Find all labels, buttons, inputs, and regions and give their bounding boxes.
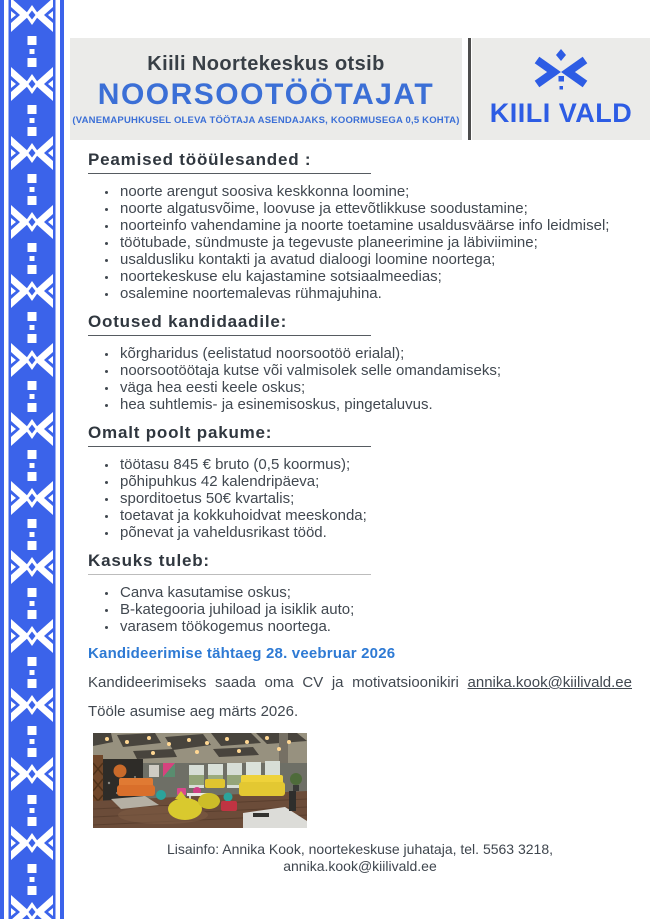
bullet-item: • noorteinfo vahendamine ja noorte toetamine usaldusväärse info leidmisel; [118,217,632,234]
bullet-item: • hea suhtlemis- ja esinemisoskus, pingetaluvus. [118,396,632,413]
bullet-item: • usaldusliku kontakti ja avatud dialoogi loomine noortega; [118,251,632,268]
section-heading-offer: Omalt poolt pakume: [88,423,371,447]
advantage-list [88,584,632,635]
logo-text: KIILI VALD [489,98,633,128]
header-divider [468,38,471,140]
kiili-vald-logo [472,38,650,140]
bullet-item: • osalemine noortemalevas rühmajuhina. [118,285,632,302]
subtitle: (VANEMAPUHKUSEL OLEVA TÖÖTAJA ASENDAJAKS, KOORMUSEGA 0,5 KOHTA) [72,114,460,126]
bullet-item: • noortekeskuse elu kajastamine sotsiaalmeedias; [118,268,632,285]
bullet-item: • noorsootöötaja kutse või valmisolek selle omandamiseks; [118,362,632,379]
bullet-item: • Canva kasutamise oskus; [118,584,632,601]
bullet-item: • B-kategooria juhiload ja isiklik auto; [118,601,632,618]
header [70,38,650,140]
bullet-item: • noorte arengut soosiva keskkonna loomine; [118,183,632,200]
footer-line1: Lisainfo: Annika Kook, noortekeskuse juhataja, tel. 5563 3218, [166,841,554,857]
section-heading-tasks: Peamised tööülesanded : [88,150,371,174]
bullet-item: • kõrgharidus (eelistatud noorsootöö erialal); [118,345,632,362]
section-heading-expectations: Ootused kandidaadile: [88,312,371,336]
expectation-list [88,345,632,413]
bullet-item: • sporditoetus 50€ kvartalis; [118,490,632,507]
deadline-text: Kandideerimise tähtaeg 28. veebruar 2026 [88,645,396,662]
bullet-item: • toetavat ja kokkuhoidvat meeskonda; [118,507,632,524]
bullet-item: • põnevat ja vaheldusrikast tööd. [118,524,632,541]
bullet-item: • töötasu 845 € bruto (0,5 koormus); [118,456,632,473]
folk-pattern-border [0,0,64,919]
dragonfly-icon [529,49,593,95]
title-panel [70,38,462,140]
bullet-item: • põhipuhkus 42 kalendripäeva; [118,473,632,490]
bullet-item: • väga hea eesti keele oskus; [118,379,632,396]
bullet-item: • varasem töökogemus noortega. [118,618,632,635]
youth-center-photo [93,733,307,828]
content [88,150,632,875]
email-link[interactable]: annika.kook@kiilivald.ee [467,674,632,691]
section-heading-advantage: Kasuks tuleb: [88,551,371,575]
start-date-text: Tööle asumise aeg märts 2026. [88,703,299,720]
page-title: NOORSOOTÖÖTAJAT [97,77,435,111]
bullet-item: • noorte algatusvõime, loovuse ja ettevõtlikkuse soodustamine; [118,200,632,217]
pretitle: Kiili Noortekeskus otsib [147,52,385,75]
footer-email: annika.kook@kiilivald.ee [283,858,437,874]
offer-list [88,456,632,541]
bullet-item: • töötubade, sündmuste ja tegevuste planeerimine ja läbiviimine; [118,234,632,251]
apply-paragraph [88,673,632,692]
apply-text: Kandideerimiseks saada oma CV ja motivatsioonikiri [88,674,459,691]
task-list [88,183,632,302]
footer-contact [88,841,632,875]
